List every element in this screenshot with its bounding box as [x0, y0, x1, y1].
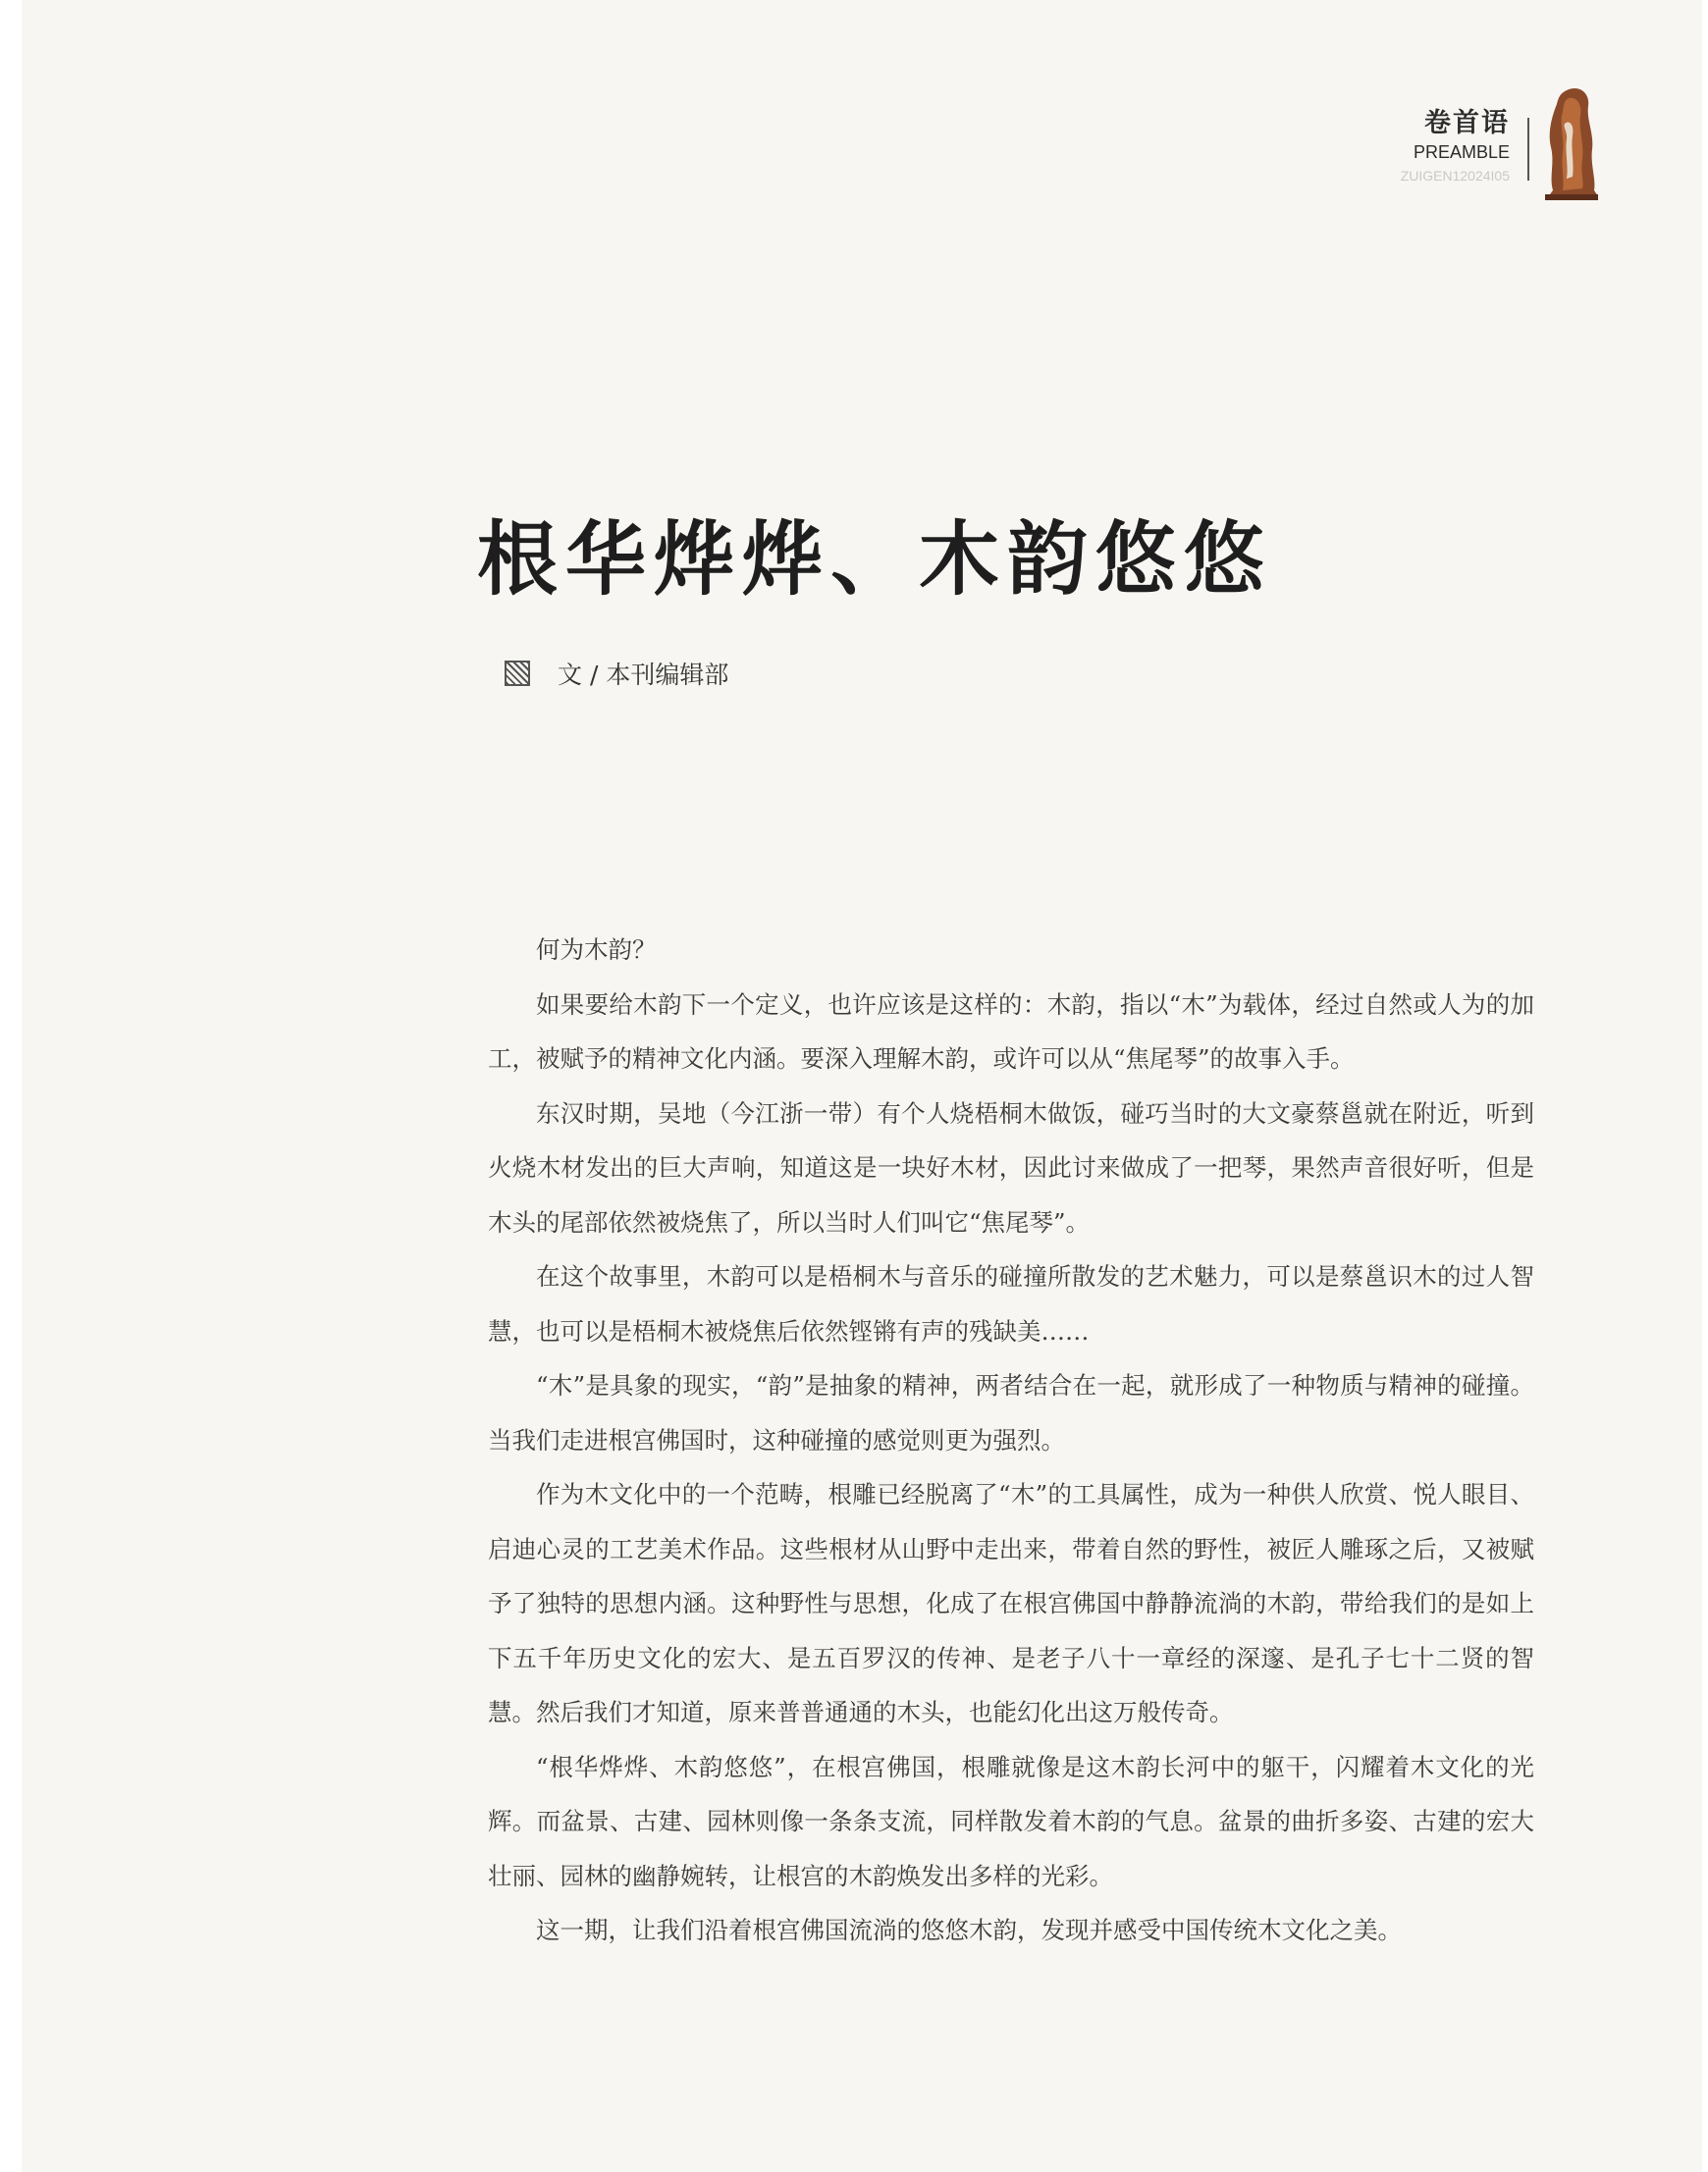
paragraph: 在这个故事里，木韵可以是梧桐木与音乐的碰撞所散发的艺术魅力，可以是蔡邕识木的过人智慧，也可以是梧桐木被烧焦后依然铿锵有声的残缺美……	[488, 1262, 1534, 1346]
root-carving-image	[1539, 84, 1602, 202]
article-title: 根华烨烨、木韵悠悠	[477, 512, 1273, 607]
issue-code: ZUIGEN12024I05	[1400, 168, 1510, 184]
paragraph: “木”是具象的现实，“韵”是抽象的精神，两者结合在一起，就形成了一种物质与精神的碰撞。当我们走进根宫佛国时，这种碰撞的感觉则更为强烈。	[488, 1371, 1534, 1455]
section-header	[1401, 108, 1510, 185]
paragraph: 这一期，让我们沿着根宫佛国流淌的悠悠木韵，发现并感受中国传统木文化之美。	[536, 1916, 1402, 1944]
article-body	[488, 923, 1534, 1958]
header-divider	[1527, 118, 1529, 181]
section-title-en: PREAMBLE	[1413, 142, 1510, 162]
paragraph: 东汉时期，吴地（今江浙一带）有个人烧梧桐木做饭，碰巧当时的大文豪蔡邕就在附近，听到火烧木材发出的巨大声响，知道这是一块好木材，因此讨来做成了一把琴，果然声音很好听，但是木头的尾部依然被烧焦了，所以当时人们叫它“焦尾琴”。	[488, 1098, 1534, 1237]
paragraph: 作为木文化中的一个范畴，根雕已经脱离了“木”的工具属性，成为一种供人欣赏、悦人眼目、启迪心灵的工艺美术作品。这些根材从山野中走出来，带着自然的野性，被匠人雕琢之后，又被赋予了独特的思想内涵。这种野性与思想，化成了在根宫佛国中静静流淌的木韵，带给我们的是如上下五千年历史文化的宏大、是五百罗汉的传神、是老子八十一章经的深邃、是孔子七十二贤的智慧。然后我们才知道，原来普普通通的木头，也能幻化出这万般传奇。	[488, 1480, 1534, 1726]
section-title-cn: 卷首语	[1424, 108, 1510, 138]
paragraph: 何为木韵？	[536, 935, 657, 964]
byline	[505, 656, 728, 691]
byline-text: 文 / 本刊编辑部	[558, 661, 729, 689]
byline-mark-icon	[505, 661, 530, 686]
paragraph: 如果要给木韵下一个定义，也许应该是这样的：木韵，指以“木”为载体，经过自然或人为的加工，被赋予的精神文化内涵。要深入理解木韵，或许可以从“焦尾琴”的故事入手。	[488, 989, 1534, 1073]
paragraph: “根华烨烨、木韵悠悠”，在根宫佛国，根雕就像是这木韵长河中的躯干，闪耀着木文化的光辉。而盆景、古建、园林则像一条条支流，同样散发着木韵的气息。盆景的曲折多姿、古建的宏大壮丽、园林的幽静婉转，让根宫的木韵焕发出多样的光彩。	[488, 1752, 1534, 1890]
